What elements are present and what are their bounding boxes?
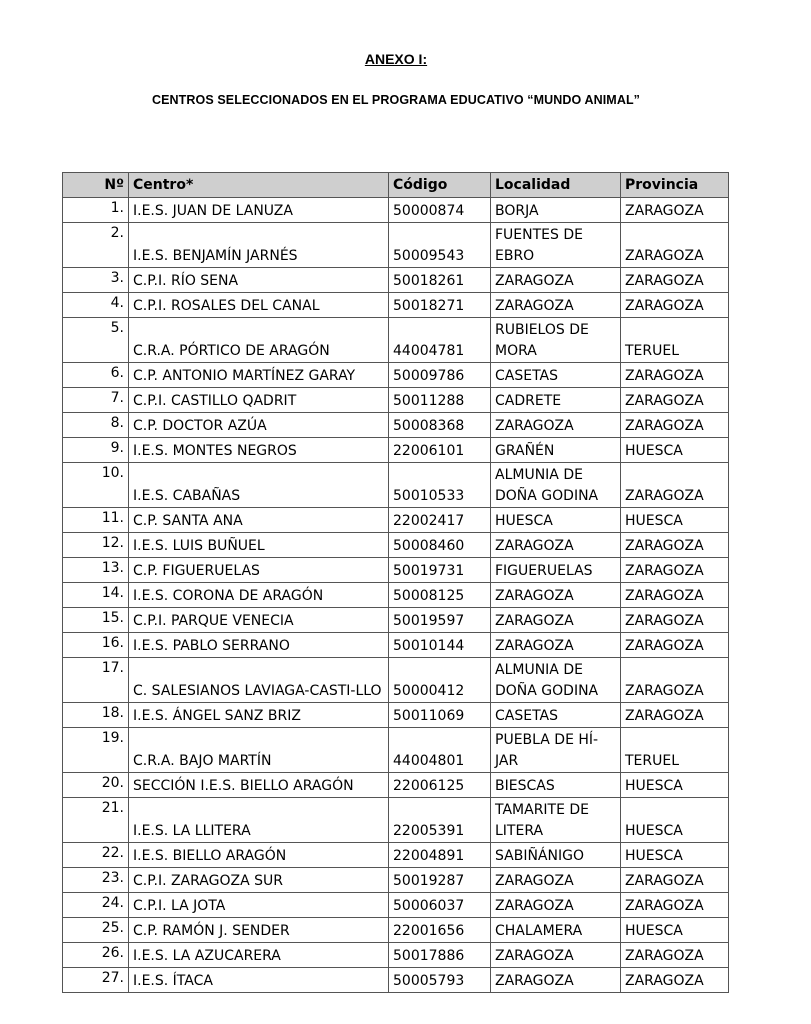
- row-centro: C.P.I. ZARAGOZA SUR: [129, 868, 389, 893]
- row-localidad: ZARAGOZA: [491, 583, 621, 608]
- row-localidad: ZARAGOZA: [491, 943, 621, 968]
- table-row: [63, 658, 729, 703]
- table-row: [63, 968, 729, 993]
- row-centro: I.E.S. LUIS BUÑUEL: [129, 533, 389, 558]
- row-number: 7.: [63, 388, 129, 413]
- row-codigo: 50019597: [389, 608, 491, 633]
- row-provincia: TERUEL: [621, 728, 729, 773]
- row-number: 10.: [63, 463, 129, 508]
- row-codigo: 50019731: [389, 558, 491, 583]
- table-row: [63, 463, 729, 508]
- header-centro: Centro*: [129, 173, 389, 198]
- row-codigo: 50010533: [389, 463, 491, 508]
- row-number: 26.: [63, 943, 129, 968]
- row-codigo: 44004781: [389, 318, 491, 363]
- row-codigo: 50019287: [389, 868, 491, 893]
- row-codigo: 50009786: [389, 363, 491, 388]
- row-provincia: HUESCA: [621, 438, 729, 463]
- row-centro: I.E.S. PABLO SERRANO: [129, 633, 389, 658]
- row-number: 8.: [63, 413, 129, 438]
- row-number: 25.: [63, 918, 129, 943]
- row-codigo: 22005391: [389, 798, 491, 843]
- row-centro: I.E.S. BENJAMÍN JARNÉS: [129, 223, 389, 268]
- row-centro: C.P.I. ROSALES DEL CANAL: [129, 293, 389, 318]
- row-centro: C.R.A. PÓRTICO DE ARAGÓN: [129, 318, 389, 363]
- table-row: [63, 868, 729, 893]
- row-codigo: 50008125: [389, 583, 491, 608]
- row-localidad: ZARAGOZA: [491, 633, 621, 658]
- table-row: [63, 558, 729, 583]
- row-provincia: ZARAGOZA: [621, 658, 729, 703]
- row-number: 23.: [63, 868, 129, 893]
- row-number: 6.: [63, 363, 129, 388]
- table-row: [63, 293, 729, 318]
- row-centro: I.E.S. CORONA DE ARAGÓN: [129, 583, 389, 608]
- row-centro: C.P. DOCTOR AZÚA: [129, 413, 389, 438]
- row-codigo: 50017886: [389, 943, 491, 968]
- row-number: 3.: [63, 268, 129, 293]
- row-centro: C.P.I. CASTILLO QADRIT: [129, 388, 389, 413]
- header-localidad: Localidad: [491, 173, 621, 198]
- row-provincia: ZARAGOZA: [621, 893, 729, 918]
- row-localidad: CHALAMERA: [491, 918, 621, 943]
- row-provincia: HUESCA: [621, 773, 729, 798]
- document-subtitle: CENTROS SELECCIONADOS EN EL PROGRAMA EDUCATIVO “MUNDO ANIMAL”: [151, 93, 641, 107]
- row-centro: I.E.S. ÍTACA: [129, 968, 389, 993]
- table-header-row: [63, 173, 729, 198]
- row-number: 20.: [63, 773, 129, 798]
- header-no: Nº: [63, 173, 129, 198]
- row-localidad: TAMARITE DE LITERA: [491, 798, 621, 843]
- table-row: [63, 413, 729, 438]
- row-number: 21.: [63, 798, 129, 843]
- row-number: 12.: [63, 533, 129, 558]
- row-localidad: BIESCAS: [491, 773, 621, 798]
- row-number: 27.: [63, 968, 129, 993]
- table-row: [63, 798, 729, 843]
- row-centro: C.P. FIGUERUELAS: [129, 558, 389, 583]
- row-centro: I.E.S. BIELLO ARAGÓN: [129, 843, 389, 868]
- row-number: 14.: [63, 583, 129, 608]
- row-localidad: FIGUERUELAS: [491, 558, 621, 583]
- row-provincia: ZARAGOZA: [621, 268, 729, 293]
- row-codigo: 22006101: [389, 438, 491, 463]
- row-centro: I.E.S. LA LLITERA: [129, 798, 389, 843]
- table-row: [63, 943, 729, 968]
- row-localidad: ZARAGOZA: [491, 293, 621, 318]
- row-number: 22.: [63, 843, 129, 868]
- row-centro: C.R.A. BAJO MARTÍN: [129, 728, 389, 773]
- row-localidad: FUENTES DE EBRO: [491, 223, 621, 268]
- row-number: 1.: [63, 198, 129, 223]
- table-row: [63, 438, 729, 463]
- table-row: [63, 363, 729, 388]
- row-provincia: ZARAGOZA: [621, 633, 729, 658]
- header-codigo: Código: [389, 173, 491, 198]
- row-codigo: 50011288: [389, 388, 491, 413]
- row-number: 13.: [63, 558, 129, 583]
- table-row: [63, 843, 729, 868]
- row-number: 15.: [63, 608, 129, 633]
- table-row: [63, 318, 729, 363]
- row-number: 16.: [63, 633, 129, 658]
- row-centro: I.E.S. MONTES NEGROS: [129, 438, 389, 463]
- row-codigo: 50008368: [389, 413, 491, 438]
- row-provincia: ZARAGOZA: [621, 608, 729, 633]
- row-codigo: 50006037: [389, 893, 491, 918]
- row-provincia: HUESCA: [621, 508, 729, 533]
- row-number: 11.: [63, 508, 129, 533]
- row-provincia: TERUEL: [621, 318, 729, 363]
- table-row: [63, 773, 729, 798]
- row-localidad: ZARAGOZA: [491, 533, 621, 558]
- table-row: [63, 583, 729, 608]
- table-row: [63, 633, 729, 658]
- row-centro: I.E.S. LA AZUCARERA: [129, 943, 389, 968]
- row-provincia: ZARAGOZA: [621, 703, 729, 728]
- row-codigo: 22002417: [389, 508, 491, 533]
- table-row: [63, 728, 729, 773]
- table-row: [63, 198, 729, 223]
- row-centro: C. SALESIANOS LAVIAGA-CASTI-LLO: [129, 658, 389, 703]
- row-centro: C.P. SANTA ANA: [129, 508, 389, 533]
- row-number: 19.: [63, 728, 129, 773]
- row-codigo: 22001656: [389, 918, 491, 943]
- row-localidad: ZARAGOZA: [491, 893, 621, 918]
- table-row: [63, 508, 729, 533]
- row-codigo: 50018271: [389, 293, 491, 318]
- row-provincia: ZARAGOZA: [621, 363, 729, 388]
- row-provincia: ZARAGOZA: [621, 533, 729, 558]
- row-codigo: 50011069: [389, 703, 491, 728]
- row-centro: I.E.S. ÁNGEL SANZ BRIZ: [129, 703, 389, 728]
- row-centro: I.E.S. CABAÑAS: [129, 463, 389, 508]
- row-codigo: 50009543: [389, 223, 491, 268]
- row-provincia: ZARAGOZA: [621, 223, 729, 268]
- row-codigo: 50018261: [389, 268, 491, 293]
- row-localidad: ALMUNIA DE DOÑA GODINA: [491, 463, 621, 508]
- row-number: 17.: [63, 658, 129, 703]
- row-provincia: HUESCA: [621, 843, 729, 868]
- row-codigo: 50000874: [389, 198, 491, 223]
- row-codigo: 44004801: [389, 728, 491, 773]
- row-localidad: GRAÑÉN: [491, 438, 621, 463]
- centers-table: [62, 172, 729, 993]
- row-number: 24.: [63, 893, 129, 918]
- row-codigo: 50000412: [389, 658, 491, 703]
- row-centro: C.P. RAMÓN J. SENDER: [129, 918, 389, 943]
- table-row: [63, 223, 729, 268]
- row-localidad: ZARAGOZA: [491, 968, 621, 993]
- row-provincia: ZARAGOZA: [621, 868, 729, 893]
- row-centro: I.E.S. JUAN DE LANUZA: [129, 198, 389, 223]
- row-provincia: HUESCA: [621, 798, 729, 843]
- row-localidad: ZARAGOZA: [491, 413, 621, 438]
- row-codigo: 50008460: [389, 533, 491, 558]
- row-number: 5.: [63, 318, 129, 363]
- row-centro: C.P. ANTONIO MARTÍNEZ GARAY: [129, 363, 389, 388]
- document-title: ANEXO I:: [364, 51, 428, 67]
- row-centro: C.P.I. PARQUE VENECIA: [129, 608, 389, 633]
- row-localidad: BORJA: [491, 198, 621, 223]
- row-codigo: 50010144: [389, 633, 491, 658]
- row-number: 18.: [63, 703, 129, 728]
- row-provincia: ZARAGOZA: [621, 293, 729, 318]
- row-localidad: ZARAGOZA: [491, 608, 621, 633]
- row-localidad: RUBIELOS DE MORA: [491, 318, 621, 363]
- row-centro: SECCIÓN I.E.S. BIELLO ARAGÓN: [129, 773, 389, 798]
- row-number: 2.: [63, 223, 129, 268]
- table-row: [63, 893, 729, 918]
- row-codigo: 22006125: [389, 773, 491, 798]
- row-codigo: 50005793: [389, 968, 491, 993]
- table-row: [63, 268, 729, 293]
- table-row: [63, 608, 729, 633]
- row-provincia: ZARAGOZA: [621, 198, 729, 223]
- row-localidad: ZARAGOZA: [491, 868, 621, 893]
- row-codigo: 22004891: [389, 843, 491, 868]
- table-row: [63, 388, 729, 413]
- table-row: [63, 918, 729, 943]
- row-localidad: CADRETE: [491, 388, 621, 413]
- header-provincia: Provincia: [621, 173, 729, 198]
- row-provincia: ZARAGOZA: [621, 413, 729, 438]
- row-centro: C.P.I. RÍO SENA: [129, 268, 389, 293]
- row-centro: C.P.I. LA JOTA: [129, 893, 389, 918]
- table-row: [63, 533, 729, 558]
- table-row: [63, 703, 729, 728]
- row-localidad: ZARAGOZA: [491, 268, 621, 293]
- row-localidad: CASETAS: [491, 703, 621, 728]
- row-number: 9.: [63, 438, 129, 463]
- row-localidad: SABIÑÁNIGO: [491, 843, 621, 868]
- row-localidad: ALMUNIA DE DOÑA GODINA: [491, 658, 621, 703]
- row-localidad: CASETAS: [491, 363, 621, 388]
- row-provincia: ZARAGOZA: [621, 558, 729, 583]
- row-provincia: ZARAGOZA: [621, 583, 729, 608]
- row-localidad: PUEBLA DE HÍ-JAR: [491, 728, 621, 773]
- row-provincia: ZARAGOZA: [621, 943, 729, 968]
- row-localidad: HUESCA: [491, 508, 621, 533]
- row-provincia: ZARAGOZA: [621, 463, 729, 508]
- row-provincia: ZARAGOZA: [621, 968, 729, 993]
- row-provincia: ZARAGOZA: [621, 388, 729, 413]
- row-provincia: HUESCA: [621, 918, 729, 943]
- row-number: 4.: [63, 293, 129, 318]
